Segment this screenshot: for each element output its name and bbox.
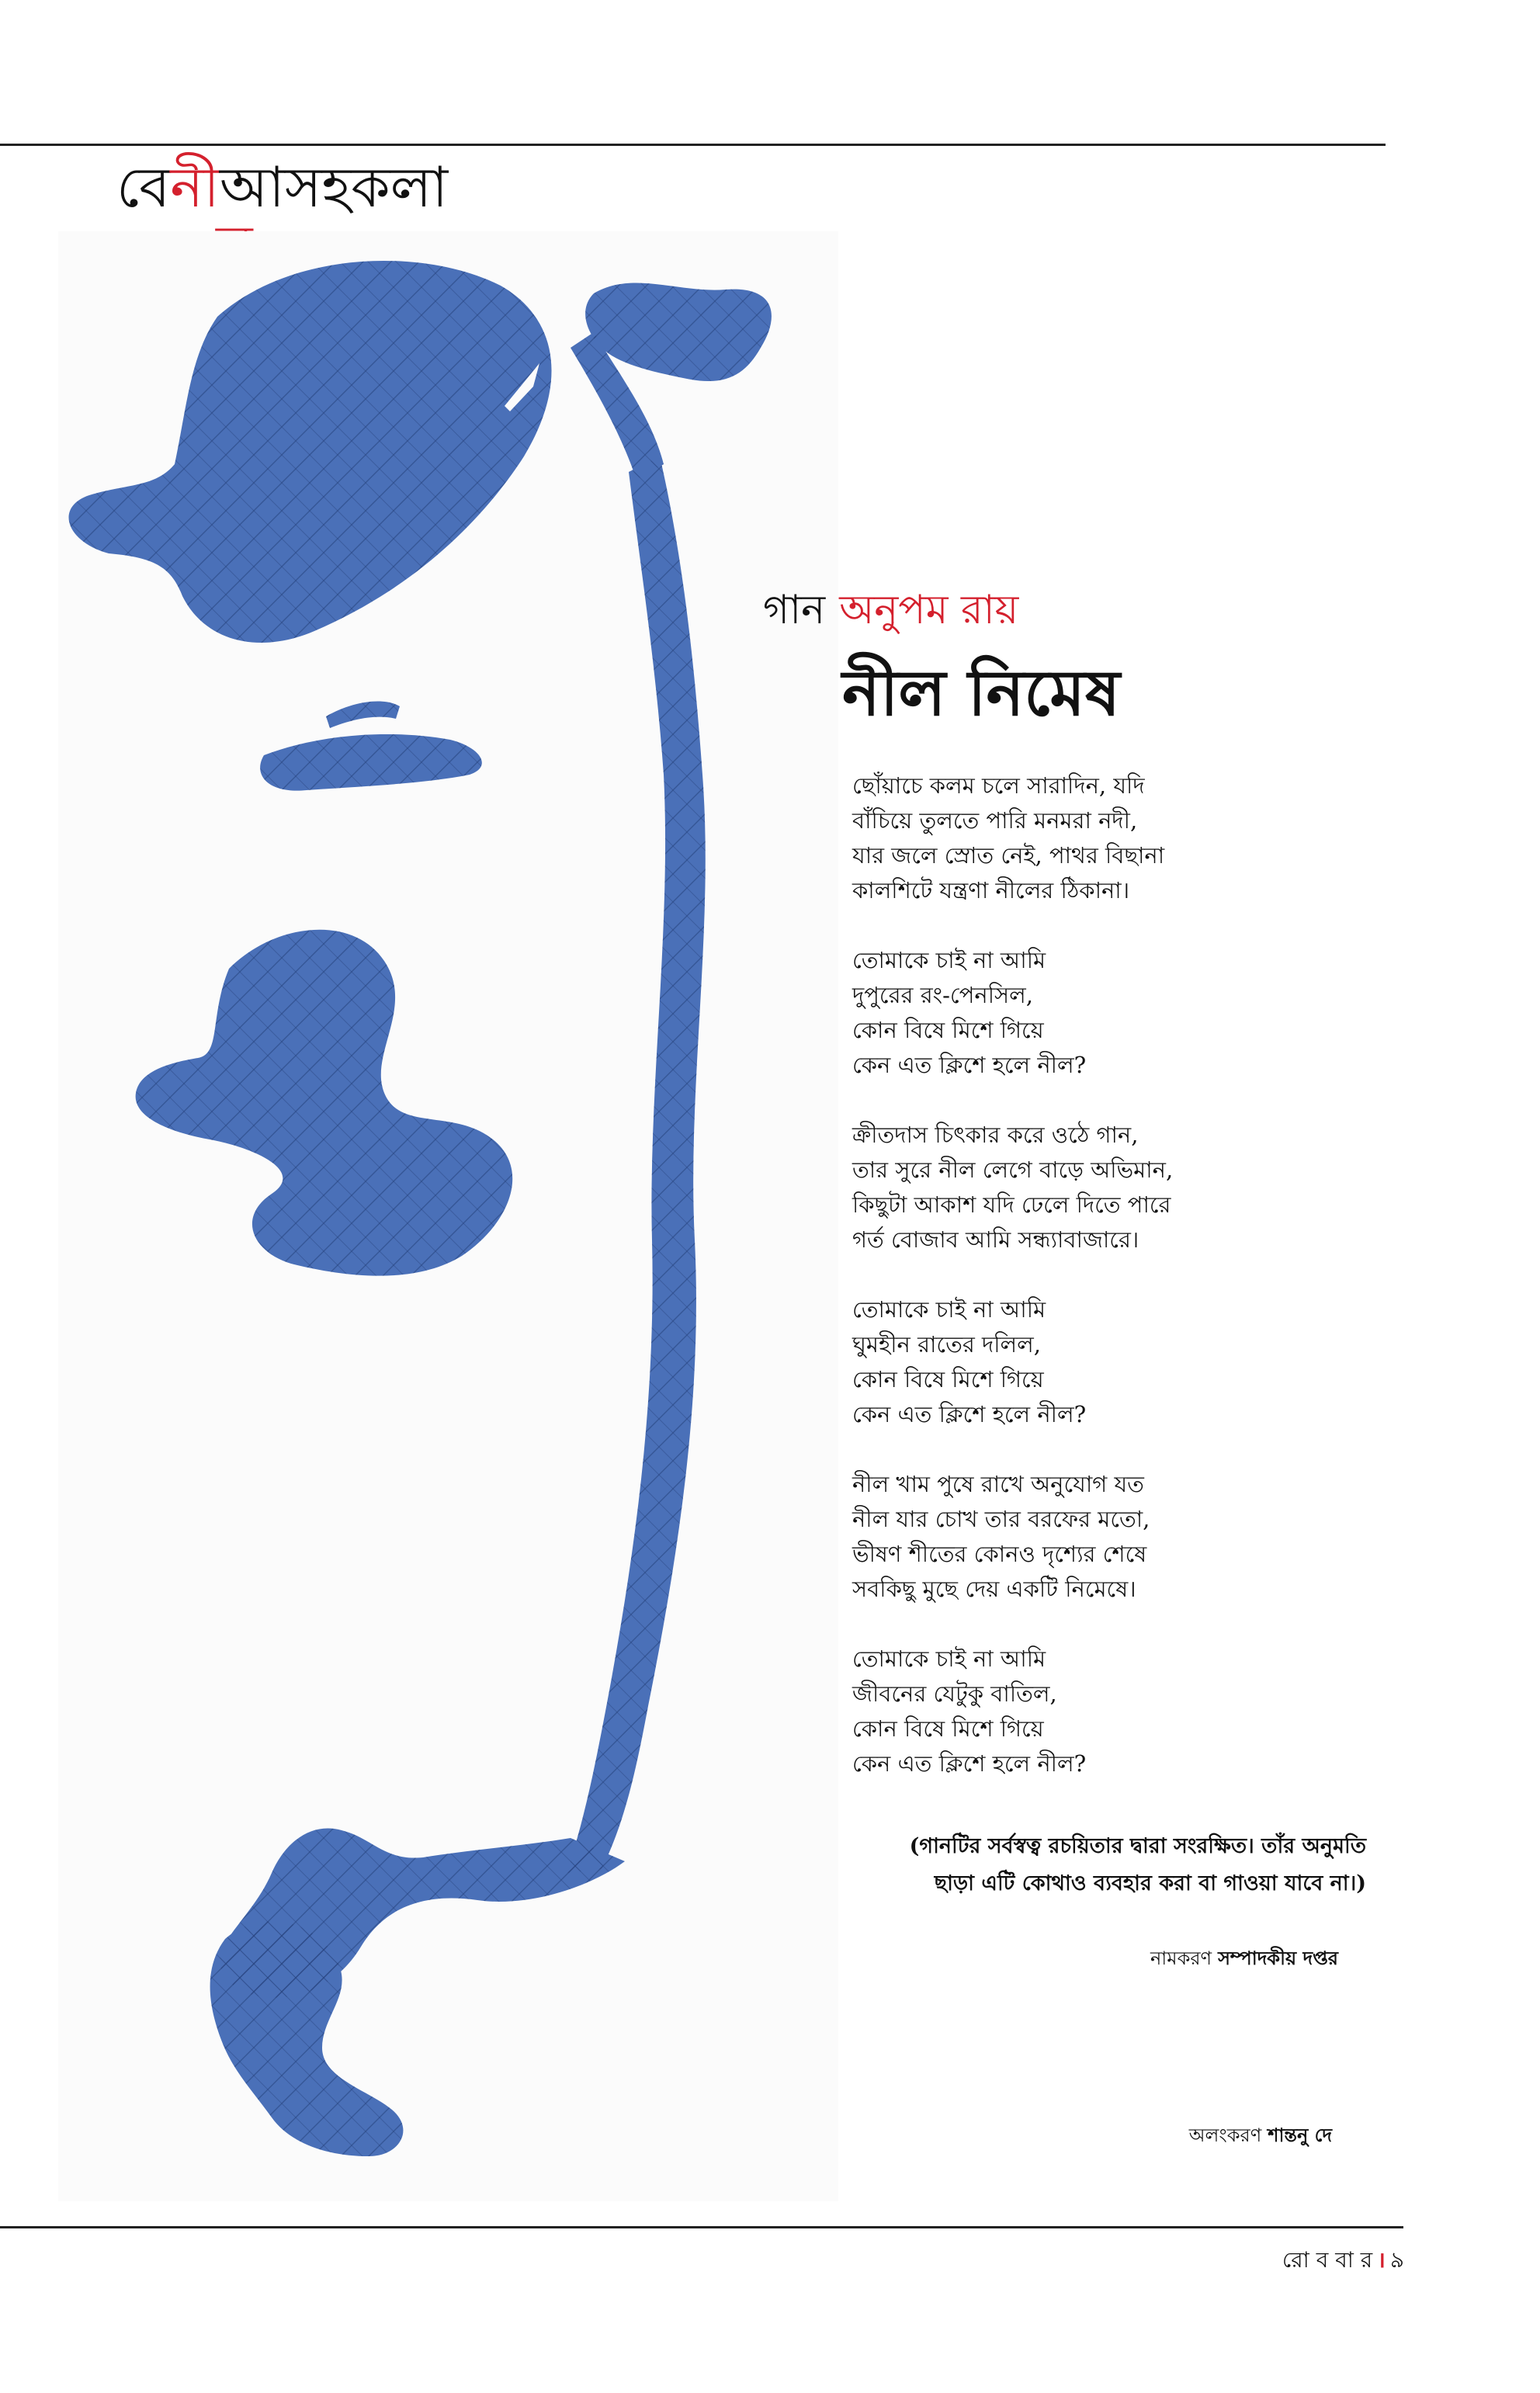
bottom-rule — [0, 2226, 1403, 2228]
lyric-line: কেন এত ক্লিশে হলে নীল? — [852, 1750, 1087, 1777]
stanza — [852, 1292, 1380, 1432]
lyric-line: কেন এত ক্লিশে হলে নীল? — [852, 1401, 1087, 1427]
author-name: অনুপম রায় — [839, 587, 1019, 633]
lyric-line: ভীষণ শীতের কোনও দৃশ্যের শেষে — [852, 1541, 1147, 1567]
naming-name: সম্পাদকীয় দপ্তর — [1218, 1947, 1338, 1969]
section-title-suffix: আসহকলা — [219, 154, 449, 220]
lyric-line: সবকিছু মুছে দেয় একটি নিমেষে। — [852, 1576, 1136, 1602]
lyric-line: তার সুরে নীল লেগে বাড়ে অভিমান, — [852, 1157, 1174, 1183]
footer-separator: । — [1377, 2247, 1386, 2273]
illustration-credit — [1189, 2121, 1332, 2152]
naming-credit — [1150, 1944, 1338, 1975]
stanza — [852, 768, 1380, 908]
lyric-line: বাঁচিয়ে তুলতে পারি মনমরা নদী, — [852, 807, 1138, 834]
lyric-line: কালশিটে যন্ত্রণা নীলের ঠিকানা। — [852, 877, 1130, 903]
copyright-note — [885, 1828, 1366, 1902]
lyric-line: দুপুরের রং-পেনসিল, — [852, 982, 1033, 1008]
lyric-line: ক্রীতদাস চিৎকার করে ওঠে গান, — [852, 1122, 1139, 1148]
lyric-line: কোন বিষে মিশে গিয়ে — [852, 1366, 1044, 1392]
byline — [763, 578, 1018, 646]
page-number: ৯ — [1389, 2247, 1404, 2273]
section-title-accent: নী — [170, 154, 220, 220]
top-rule — [0, 144, 1386, 146]
lyrics — [852, 768, 1380, 1816]
lyric-line: গর্ত বোজাব আমি সন্ধ্যাবাজারে। — [852, 1226, 1139, 1253]
stanza — [852, 943, 1380, 1083]
lyric-line: কেন এত ক্লিশে হলে নীল? — [852, 1052, 1087, 1078]
illustration-name: শান্তনু দে — [1268, 2124, 1332, 2146]
lyric-line: যার জলে স্রোত নেই, পাথর বিছানা — [852, 842, 1165, 869]
calligraphy-svg — [58, 231, 838, 2201]
stanza — [852, 1118, 1380, 1257]
page-footer — [1282, 2243, 1404, 2280]
illustration-label: অলংকরণ — [1188, 2124, 1262, 2146]
copyright-line: (গানটির সর্বস্বত্ব রচয়িতার দ্বারা সংরক্ষিত। তাঁর অনুমতি — [909, 1834, 1366, 1858]
section-title — [116, 154, 449, 220]
magazine-name: রো ব বা র — [1282, 2247, 1373, 2273]
stanza — [852, 1467, 1380, 1607]
calligraphy-artwork — [58, 231, 838, 2201]
kind-label: গান — [763, 587, 826, 633]
calligraphy-hatching — [69, 261, 772, 2156]
lyric-line: কোন বিষে মিশে গিয়ে — [852, 1715, 1044, 1742]
lyric-line: ছোঁয়াচে কলম চলে সারাদিন, যদি — [852, 772, 1145, 799]
lyric-line: ঘুমহীন রাতের দলিল, — [852, 1331, 1041, 1358]
stanza — [852, 1642, 1380, 1781]
lyric-line: তোমাকে চাই না আমি — [852, 947, 1046, 973]
lyric-line: নীল খাম পুষে রাখে অনুযোগ যত — [852, 1471, 1144, 1497]
naming-label: নামকরণ — [1150, 1947, 1212, 1969]
lyric-line: কিছুটা আকাশ যদি ঢেলে দিতে পারে — [852, 1191, 1171, 1218]
lyric-line: তোমাকে চাই না আমি — [852, 1296, 1046, 1323]
lyric-line: তোমাকে চাই না আমি — [852, 1646, 1046, 1672]
song-title: নীল নিমেষ — [842, 656, 1121, 730]
lyric-line: নীল যার চোখ তার বরফের মতো, — [852, 1506, 1150, 1532]
lyric-line: জীবনের যেটুকু বাতিল, — [852, 1680, 1057, 1707]
copyright-line: ছাড়া এটি কোথাও ব্যবহার করা বা গাওয়া যাবে না।) — [934, 1871, 1366, 1895]
lyric-line: কোন বিষে মিশে গিয়ে — [852, 1017, 1044, 1043]
section-title-prefix: বে — [116, 154, 171, 220]
